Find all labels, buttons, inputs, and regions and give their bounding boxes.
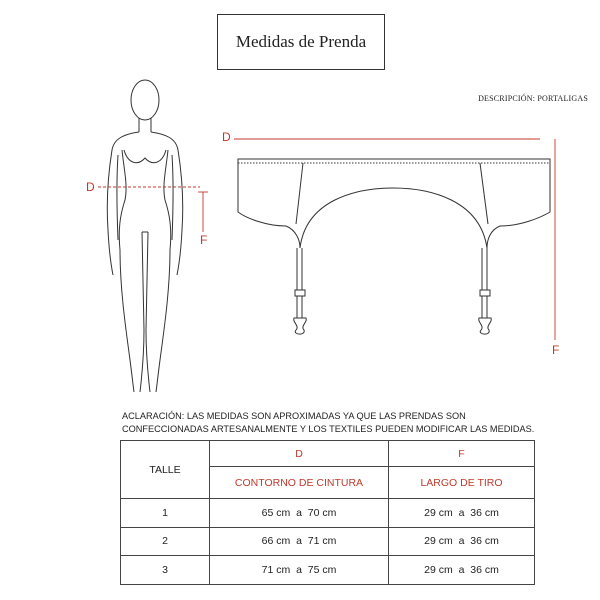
size-cell: 3	[121, 556, 210, 585]
d-cell: 66 cm a 71 cm	[210, 527, 389, 556]
page-title: Medidas de Prenda	[217, 14, 385, 70]
f-cell: 29 cm a 36 cm	[389, 527, 535, 556]
body-figure	[107, 80, 183, 392]
table-row	[121, 556, 535, 585]
body-label-f: F	[200, 233, 208, 247]
size-header: TALLE	[121, 441, 210, 499]
col-f-letter: F	[389, 441, 535, 467]
f-cell: 29 cm a 36 cm	[389, 499, 535, 528]
d-cell: 71 cm a 75 cm	[210, 556, 389, 585]
table-row	[121, 499, 535, 528]
f-cell: 29 cm a 36 cm	[389, 556, 535, 585]
size-cell: 1	[121, 499, 210, 528]
garter-belt	[238, 159, 550, 334]
garment-label-d: D	[222, 130, 231, 144]
col-f-name: LARGO DE TIRO	[389, 467, 535, 499]
d-cell: 65 cm a 70 cm	[210, 499, 389, 528]
body-label-d: D	[86, 180, 95, 194]
col-d-letter: D	[210, 441, 389, 467]
disclaimer-note: ACLARACIÓN: LAS MEDIDAS SON APROXIMADAS YA QUE LAS PRENDAS SON CONFECCIONADAS ARTESANALMENTE Y LOS TEXTILES PUEDEN MODIFICAR LAS MEDIDAS.	[122, 411, 535, 434]
garment-description: DESCRIPCIÓN: PORTALIGAS	[478, 94, 588, 103]
table-row	[121, 527, 535, 556]
col-d-name: CONTORNO DE CINTURA	[210, 467, 389, 499]
size-table	[120, 440, 535, 585]
garment-label-f: F	[552, 343, 560, 357]
size-cell: 2	[121, 527, 210, 556]
